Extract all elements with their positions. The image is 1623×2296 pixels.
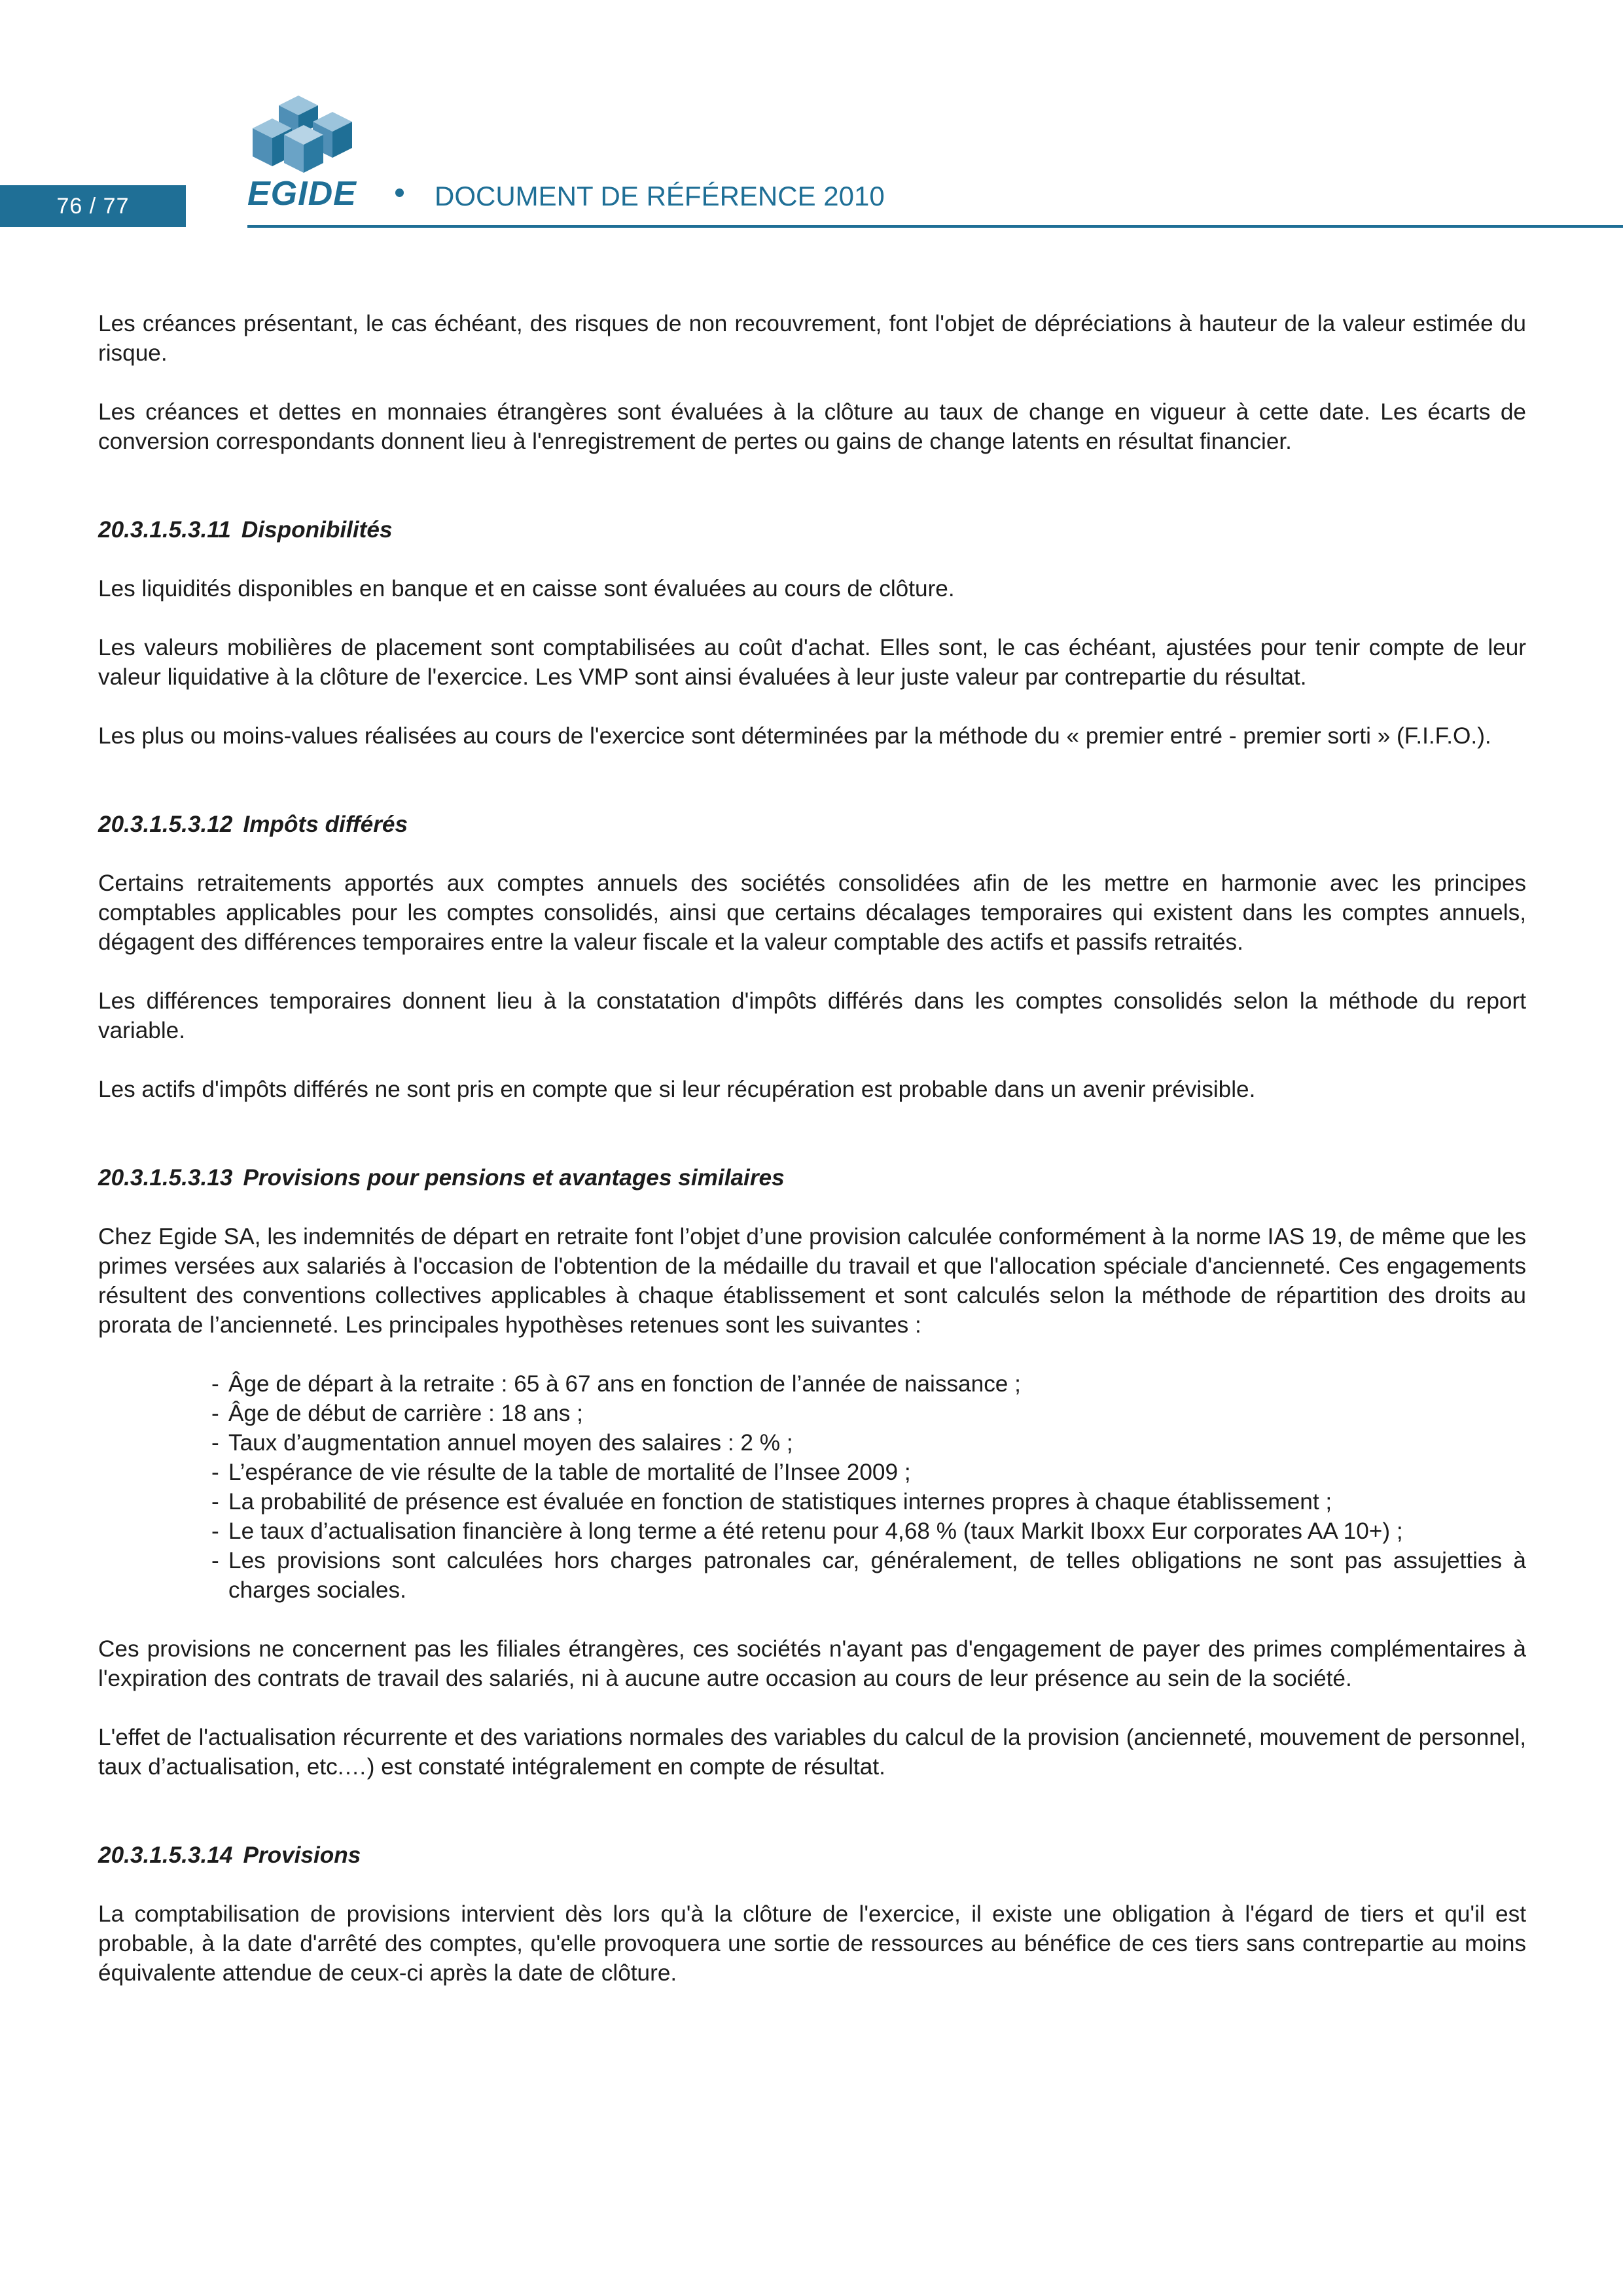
assumptions-list xyxy=(98,1369,1526,1605)
egide-cubes-icon xyxy=(247,82,378,187)
brand-logo-text: EGIDE xyxy=(247,175,357,213)
list-item: - L’espérance de vie résulte de la table de mortalité de l’Insee 2009 ; xyxy=(211,1458,1526,1487)
section-title: Provisions pour pensions et avantages similaires xyxy=(243,1165,785,1191)
section-heading xyxy=(98,810,1526,839)
section-title: Provisions xyxy=(243,1842,361,1868)
list-item: - Les provisions sont calculées hors charges patronales car, généralement, de telles obligations ne sont pas assujetties à charges sociales. xyxy=(211,1546,1526,1605)
paragraph: Les différences temporaires donnent lieu à la constatation d'impôts différés dans les comptes consolidés selon la méthode du report variable. xyxy=(98,988,1526,1043)
section-title: Impôts différés xyxy=(243,812,408,837)
paragraph: La comptabilisation de provisions intervient dès lors qu'à la clôture de l'exercice, il existe une obligation à l'égard de tiers et qu'il est probable, à la date d'arrêté des comptes, qu'elle provoquera une sortie de ressources au bénéfice de ces tiers sans contrepartie au moins équivalente attendue de ceux-ci après la date de clôture. xyxy=(98,1901,1526,1986)
paragraph: Chez Egide SA, les indemnités de départ en retraite font l’objet d’une provision calculée conformément à la norme IAS 19, de même que les primes versées aux salariés à l'occasion de l'obtention de la médaille du travail et que l'allocation spéciale d'ancienneté. Ces engagements résultent des conventions collectives applicables à chaque établissement et sont calculés selon la méthode de répartition des droits au prorata de l’ancienneté. Les principales hypothèses retenues sont les suivantes : xyxy=(98,1224,1526,1338)
section-heading xyxy=(98,1163,1526,1193)
list-item: - La probabilité de présence est évaluée en fonction de statistiques internes propres à chaque établissement ; xyxy=(211,1487,1526,1516)
paragraph: Certains retraitements apportés aux comptes annuels des sociétés consolidées afin de les mettre en harmonie avec les principes comptables applicables pour les comptes consolidés, ainsi que certains décalages temporaires qui existent dans les comptes annuels, dégagent des différences temporaires entre la valeur fiscale et la valeur comptable des actifs et passifs retraités. xyxy=(98,870,1526,955)
paragraph: Les créances et dettes en monnaies étrangères sont évaluées à la clôture au taux de change en vigueur à cette date. Les écarts de conversion correspondants donnent lieu à l'enregistrement de pertes ou gains de change latents en résultat financier. xyxy=(98,399,1526,454)
list-item: - Âge de début de carrière : 18 ans ; xyxy=(211,1399,1526,1428)
paragraph: Les valeurs mobilières de placement sont comptabilisées au coût d'achat. Elles sont, le cas échéant, ajustées pour tenir compte de leur valeur liquidative à la clôture de l'exercice. Les VMP sont ainsi évaluées à leur juste valeur par contrepartie du résultat. xyxy=(98,635,1526,690)
paragraph: Les actifs d'impôts différés ne sont pris en compte que si leur récupération est probable dans un avenir prévisible. xyxy=(98,1077,1256,1102)
section-number: 20.3.1.5.3.12 xyxy=(98,812,233,837)
paragraph: Les plus ou moins-values réalisées au cours de l'exercice sont déterminées par la méthode du « premier entré - premier sorti » (F.I.F.O.). xyxy=(98,723,1491,749)
section-number: 20.3.1.5.3.11 xyxy=(98,517,231,543)
paragraph: Ces provisions ne concernent pas les filiales étrangères, ces sociétés n'ayant pas d'engagement de payer des primes complémentaires à l'expiration des contrats de travail des salariés, ni à aucune autre occasion au cours de leur présence au sein de la société. xyxy=(98,1636,1526,1691)
page-counter: 76 / 77 xyxy=(0,185,186,227)
document-title: DOCUMENT DE RÉFÉRENCE 2010 xyxy=(435,181,885,211)
paragraph: L'effet de l'actualisation récurrente et des variations normales des variables du calcul de la provision (ancienneté, mouvement de personnel, taux d’actualisation, etc.…) est constaté intégralement en compte de résultat. xyxy=(98,1725,1526,1780)
list-item: - Taux d’augmentation annuel moyen des salaires : 2 % ; xyxy=(211,1428,1526,1458)
section-heading xyxy=(98,1840,1526,1870)
header-divider xyxy=(247,225,1623,228)
paragraph: Les créances présentant, le cas échéant, des risques de non recouvrement, font l'objet de dépréciations à hauteur de la valeur estimée du risque. xyxy=(98,311,1526,366)
paragraph: Les liquidités disponibles en banque et en caisse sont évaluées au cours de clôture. xyxy=(98,576,955,601)
document-body xyxy=(98,309,1526,2017)
section-number: 20.3.1.5.3.13 xyxy=(98,1165,233,1191)
list-item: - Âge de départ à la retraite : 65 à 67 ans en fonction de l’année de naissance ; xyxy=(211,1369,1526,1399)
section-number: 20.3.1.5.3.14 xyxy=(98,1842,233,1868)
section-heading xyxy=(98,515,1526,545)
header-bullet xyxy=(395,188,404,197)
section-title: Disponibilités xyxy=(241,517,393,543)
list-item: - Le taux d’actualisation financière à long terme a été retenu pour 4,68 % (taux Markit Iboxx Eur corporates AA 10+) ; xyxy=(211,1516,1526,1546)
